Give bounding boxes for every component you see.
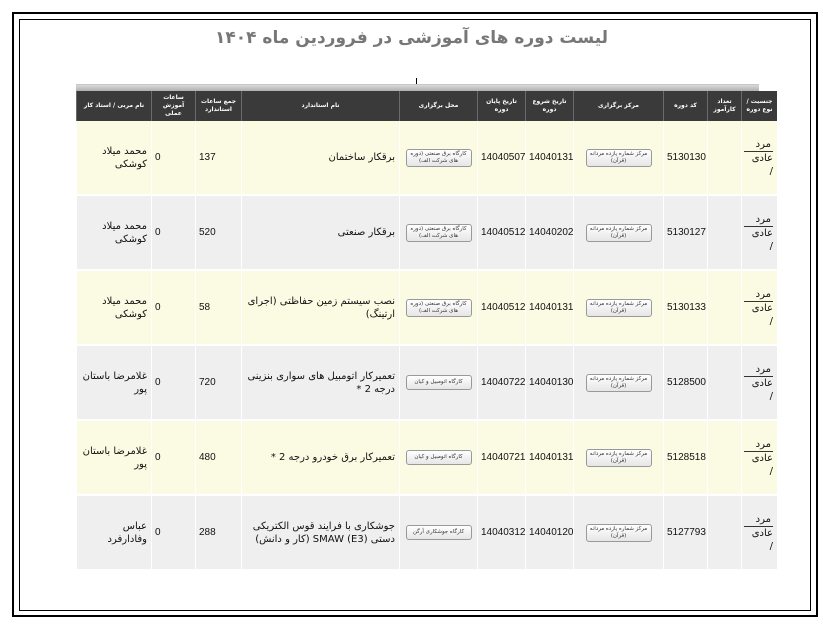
- start-cell: 14040131: [525, 271, 573, 346]
- practical-cell: 0: [151, 346, 195, 421]
- code-cell: 5130130: [663, 121, 707, 196]
- center-button[interactable]: مرکز شماره یازده مردانه (قرآن): [586, 374, 652, 392]
- center-button[interactable]: مرکز شماره یازده مردانه (قرآن): [586, 224, 652, 242]
- place-cell: [399, 121, 477, 196]
- trainer-cell: غلامرضا باستان پور: [76, 421, 151, 496]
- trainer-cell: محمد میلاد کوشکی: [76, 121, 151, 196]
- col-count[interactable]: تعداد کارآموز: [707, 91, 741, 121]
- standard-cell: تعمیرکار اتومبیل های سواری بنزینی درجه 2 *: [241, 346, 399, 421]
- place-button[interactable]: کارگاه برق صنعتی (دوره های شرکت الف): [406, 299, 472, 317]
- count-cell: [707, 346, 741, 421]
- place-cell: [399, 196, 477, 271]
- col-start[interactable]: تاریخ شروع دوره: [525, 91, 573, 121]
- hours-cell: 520: [195, 196, 241, 271]
- standard-cell: جوشکاری با فرایند قوس الکتریکی دستی SMAW (E3) (کار و دانش): [241, 496, 399, 571]
- col-practical[interactable]: ساعات آموزش عملی: [151, 91, 195, 121]
- place-button[interactable]: کارگاه برق صنعتی (دوره های شرکت الف): [406, 149, 472, 167]
- col-code[interactable]: کد دوره: [663, 91, 707, 121]
- code-cell: 5128518: [663, 421, 707, 496]
- place-cell: [399, 421, 477, 496]
- center-cell: [573, 196, 663, 271]
- end-cell: 14040512: [477, 271, 525, 346]
- hours-cell: 480: [195, 421, 241, 496]
- practical-cell: 0: [151, 196, 195, 271]
- end-cell: 14040507: [477, 121, 525, 196]
- trainer-cell: عباس وفادارفرد: [76, 496, 151, 571]
- count-cell: [707, 271, 741, 346]
- end-cell: 14040722: [477, 346, 525, 421]
- code-cell: 5127793: [663, 496, 707, 571]
- trainer-cell: غلامرضا باستان پور: [76, 346, 151, 421]
- table-row: [76, 196, 777, 271]
- end-cell: 14040512: [477, 196, 525, 271]
- end-cell: 14040312: [477, 496, 525, 571]
- center-cell: [573, 346, 663, 421]
- hours-cell: 137: [195, 121, 241, 196]
- standard-cell: نصب سیستم زمین حفاظتی (اجرای ارتینگ): [241, 271, 399, 346]
- code-cell: 5130133: [663, 271, 707, 346]
- count-cell: [707, 421, 741, 496]
- practical-cell: 0: [151, 496, 195, 571]
- start-cell: 14040131: [525, 421, 573, 496]
- standard-cell: برقکار ساختمان: [241, 121, 399, 196]
- count-cell: [707, 496, 741, 571]
- col-standard[interactable]: نام استاندارد: [241, 91, 399, 121]
- table-row: [76, 496, 777, 571]
- table-row: [76, 346, 777, 421]
- place-cell: [399, 346, 477, 421]
- start-cell: 14040120: [525, 496, 573, 571]
- col-hours[interactable]: جمع ساعات استاندارد: [195, 91, 241, 121]
- col-gender[interactable]: جنسیت / نوع دوره: [741, 91, 777, 121]
- center-cell: [573, 421, 663, 496]
- standard-cell: تعمیرکار برق خودرو درجه 2 *: [241, 421, 399, 496]
- place-cell: [399, 271, 477, 346]
- start-cell: 14040131: [525, 121, 573, 196]
- place-button[interactable]: کارگاه جوشکاری آرگن: [406, 525, 472, 540]
- table-row: [76, 271, 777, 346]
- hours-cell: 288: [195, 496, 241, 571]
- col-end[interactable]: تاریخ پایان دوره: [477, 91, 525, 121]
- start-cell: 14040202: [525, 196, 573, 271]
- place-button[interactable]: کارگاه برق صنعتی (دوره های شرکت الف): [406, 224, 472, 242]
- practical-cell: 0: [151, 271, 195, 346]
- trainer-cell: محمد میلاد کوشکی: [76, 196, 151, 271]
- center-cell: [573, 121, 663, 196]
- col-place[interactable]: محل برگزاری: [399, 91, 477, 121]
- practical-cell: 0: [151, 421, 195, 496]
- center-cell: [573, 496, 663, 571]
- table-row: [76, 421, 777, 496]
- gender-cell: مرد عادی /: [741, 346, 777, 421]
- gender-cell: مرد عادی /: [741, 421, 777, 496]
- center-cell: [573, 271, 663, 346]
- code-cell: 5130127: [663, 196, 707, 271]
- count-cell: [707, 121, 741, 196]
- table-row: [76, 121, 777, 196]
- col-trainer[interactable]: نام مربی / استاد کار: [76, 91, 151, 121]
- practical-cell: 0: [151, 121, 195, 196]
- code-cell: 5128500: [663, 346, 707, 421]
- gender-cell: مرد عادی /: [741, 496, 777, 571]
- gender-cell: مرد عادی /: [741, 121, 777, 196]
- page-title: لیست دوره های آموزشی در فروردین ماه ۱۴۰۴: [214, 28, 609, 48]
- hours-cell: 58: [195, 271, 241, 346]
- center-button[interactable]: مرکز شماره یازده مردانه (قرآن): [586, 299, 652, 317]
- trainer-cell: محمد میلاد کوشکی: [76, 271, 151, 346]
- hours-cell: 720: [195, 346, 241, 421]
- count-cell: [707, 196, 741, 271]
- place-button[interactable]: کارگاه اتومبیل و کیان: [406, 450, 472, 465]
- start-cell: 14040130: [525, 346, 573, 421]
- gender-cell: مرد عادی /: [741, 271, 777, 346]
- standard-cell: برقکار صنعتی: [241, 196, 399, 271]
- courses-table: [76, 91, 773, 586]
- gender-cell: مرد عادی /: [741, 196, 777, 271]
- place-cell: [399, 496, 477, 571]
- col-center[interactable]: مرکز برگزاری: [573, 91, 663, 121]
- header-row: [76, 91, 777, 121]
- center-button[interactable]: مرکز شماره یازده مردانه (قرآن): [586, 524, 652, 542]
- center-button[interactable]: مرکز شماره یازده مردانه (قرآن): [586, 149, 652, 167]
- end-cell: 14040721: [477, 421, 525, 496]
- center-button[interactable]: مرکز شماره یازده مردانه (قرآن): [586, 449, 652, 467]
- place-button[interactable]: کارگاه اتومبیل و کیان: [406, 375, 472, 390]
